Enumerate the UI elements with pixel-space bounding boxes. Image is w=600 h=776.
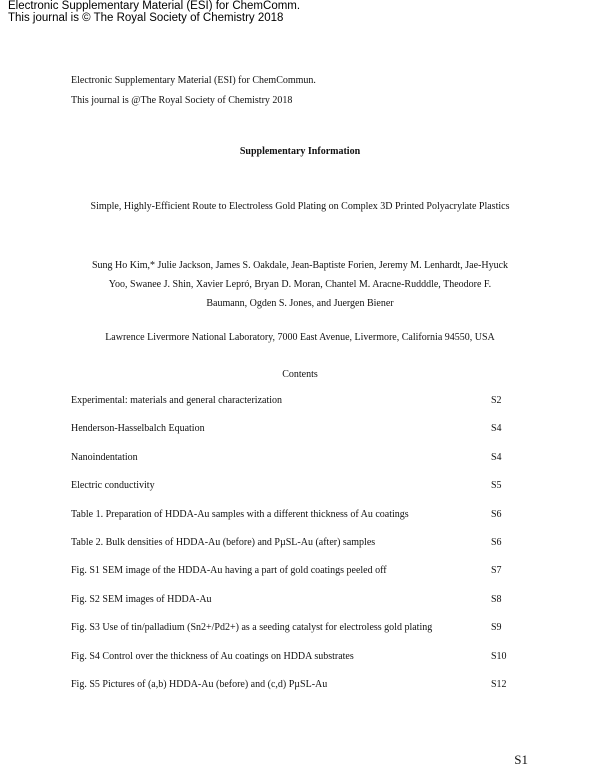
toc-entry-page: S6	[491, 536, 502, 548]
toc-entry	[71, 480, 521, 508]
toc-entry-label: Electric conductivity	[71, 480, 155, 492]
toc-entry	[71, 651, 521, 679]
paper-title: Simple, Highly-Efficient Route to Electroless Gold Plating on Complex 3D Printed Polyacrylate Plastics	[90, 201, 510, 212]
toc-entry-label: Fig. S2 SEM images of HDDA-Au	[71, 593, 212, 605]
toc-entry-label: Table 1. Preparation of HDDA-Au samples with a different thickness of Au coatings	[71, 508, 409, 520]
watermark-line-1: Electronic Supplementary Material (ESI) for ChemComm.	[8, 0, 301, 12]
esi-watermark	[8, 0, 300, 24]
header-line-2: This journal is @The Royal Society of Chemistry 2018	[71, 95, 293, 106]
authors-line-1: Sung Ho Kim,* Julie Jackson, James S. Oakdale, Jean-Baptiste Forien, Jeremy M. Lenhardt, Jae-Hyuck	[91, 260, 509, 271]
document-header	[71, 71, 316, 111]
toc-entry-page: S4	[491, 423, 502, 435]
affiliation: Lawrence Livermore National Laboratory, 7000 East Avenue, Livermore, California 94550, USA	[105, 332, 495, 343]
toc-entry	[71, 565, 521, 593]
toc-entry-page: S7	[491, 565, 502, 577]
toc-entry-label: Fig. S1 SEM image of the HDDA-Au having a part of gold coatings peeled off	[71, 565, 387, 577]
toc-entry	[71, 395, 521, 423]
table-of-contents	[71, 395, 521, 707]
toc-entry-label: Fig. S4 Control over the thickness of Au coatings on HDDA substrates	[71, 650, 354, 662]
toc-entry	[71, 679, 521, 707]
toc-entry-label: Fig. S5 Pictures of (a,b) HDDA-Au (before) and (c,d) PµSL-Au	[71, 678, 328, 690]
header-line-1: Electronic Supplementary Material (ESI) for ChemCommun.	[71, 75, 316, 86]
toc-entry-label: Experimental: materials and general characterization	[71, 395, 283, 406]
authors-line-3: Baumann, Ogden S. Jones, and Juergen Biener	[206, 298, 394, 309]
toc-entry	[71, 509, 521, 537]
toc-entry-page: S10	[491, 650, 507, 662]
authors-line-2: Yoo, Swanee J. Shin, Xavier Lepró, Bryan D. Moran, Chantel M. Aracne-Rudddle, Theodore F.	[108, 279, 492, 290]
page-number: S1	[514, 752, 528, 767]
toc-entry	[71, 537, 521, 565]
toc-entry-page: S2	[491, 395, 502, 406]
toc-entry	[71, 594, 521, 622]
toc-entry-page: S9	[491, 622, 502, 634]
toc-entry-label: Fig. S3 Use of tin/palladium (Sn2+/Pd2+) as a seeding catalyst for electroless gold plating	[71, 622, 433, 634]
toc-entry-page: S6	[491, 508, 502, 520]
toc-entry-page: S12	[491, 678, 507, 690]
supplementary-heading: Supplementary Information	[239, 146, 361, 157]
toc-entry	[71, 622, 521, 650]
toc-entry	[71, 423, 521, 451]
toc-entry-page: S4	[491, 451, 502, 463]
toc-entry-label: Henderson-Hasselbalch Equation	[71, 423, 205, 435]
toc-entry	[71, 452, 521, 480]
toc-entry-page: S5	[491, 480, 502, 492]
toc-entry-label: Table 2. Bulk densities of HDDA-Au (before) and PµSL-Au (after) samples	[71, 536, 376, 548]
toc-entry-page: S8	[491, 593, 502, 605]
contents-heading: Contents	[282, 369, 318, 380]
watermark-line-2: This journal is © The Royal Society of Chemistry 2018	[8, 12, 284, 24]
author-list	[70, 256, 530, 313]
toc-entry-label: Nanoindentation	[71, 451, 138, 463]
